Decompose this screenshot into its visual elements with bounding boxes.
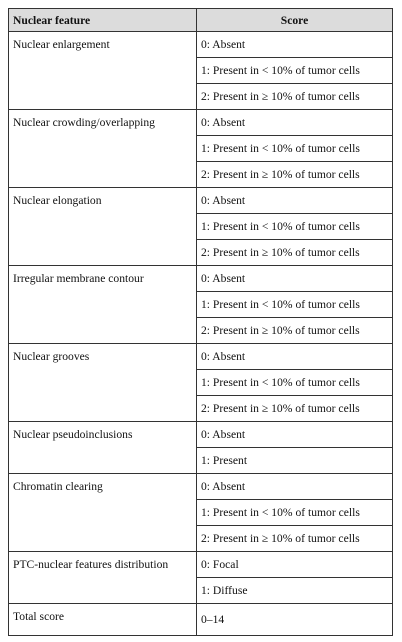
- score-cell: 2: Present in ≥ 10% of tumor cells: [197, 240, 393, 266]
- score-cell: 2: Present in ≥ 10% of tumor cells: [197, 396, 393, 422]
- feature-cell: Nuclear enlargement: [9, 32, 197, 110]
- table-row: [9, 422, 393, 448]
- table-row: [9, 110, 393, 136]
- table-row: [9, 474, 393, 500]
- feature-cell: Nuclear grooves: [9, 344, 197, 422]
- header-nuclear-feature: Nuclear feature: [9, 9, 197, 32]
- header-score: Score: [197, 9, 393, 32]
- nuclear-feature-scoring-table: [8, 8, 393, 636]
- header-row: [9, 9, 393, 32]
- score-cell: 0: Absent: [197, 344, 393, 370]
- table-row: [9, 552, 393, 578]
- score-cell: 1: Present in < 10% of tumor cells: [197, 370, 393, 396]
- score-cell: 1: Present: [197, 448, 393, 474]
- score-cell: 1: Present in < 10% of tumor cells: [197, 136, 393, 162]
- score-cell: 0: Absent: [197, 32, 393, 58]
- feature-cell: Total score: [9, 604, 197, 636]
- feature-cell: Nuclear crowding/overlapping: [9, 110, 197, 188]
- scoring-table-container: [8, 8, 392, 636]
- score-cell: 1: Present in < 10% of tumor cells: [197, 214, 393, 240]
- feature-cell: Nuclear elongation: [9, 188, 197, 266]
- score-cell: 2: Present in ≥ 10% of tumor cells: [197, 162, 393, 188]
- feature-cell: PTC-nuclear features distribution: [9, 552, 197, 604]
- score-cell: 1: Present in < 10% of tumor cells: [197, 58, 393, 84]
- table-body: [9, 32, 393, 636]
- score-cell: 0–14: [197, 604, 393, 636]
- score-cell: 1: Present in < 10% of tumor cells: [197, 292, 393, 318]
- score-cell: 1: Diffuse: [197, 578, 393, 604]
- score-cell: 2: Present in ≥ 10% of tumor cells: [197, 84, 393, 110]
- table-row: [9, 344, 393, 370]
- table-row: [9, 188, 393, 214]
- score-cell: 0: Absent: [197, 474, 393, 500]
- table-row: [9, 266, 393, 292]
- score-cell: 0: Absent: [197, 110, 393, 136]
- score-cell: 2: Present in ≥ 10% of tumor cells: [197, 318, 393, 344]
- score-cell: 0: Absent: [197, 188, 393, 214]
- score-cell: 2: Present in ≥ 10% of tumor cells: [197, 526, 393, 552]
- table-row: [9, 32, 393, 58]
- score-cell: 1: Present in < 10% of tumor cells: [197, 500, 393, 526]
- score-cell: 0: Absent: [197, 422, 393, 448]
- feature-cell: Chromatin clearing: [9, 474, 197, 552]
- score-cell: 0: Absent: [197, 266, 393, 292]
- score-cell: 0: Focal: [197, 552, 393, 578]
- table-row: [9, 604, 393, 636]
- feature-cell: Nuclear pseudoinclusions: [9, 422, 197, 474]
- feature-cell: Irregular membrane contour: [9, 266, 197, 344]
